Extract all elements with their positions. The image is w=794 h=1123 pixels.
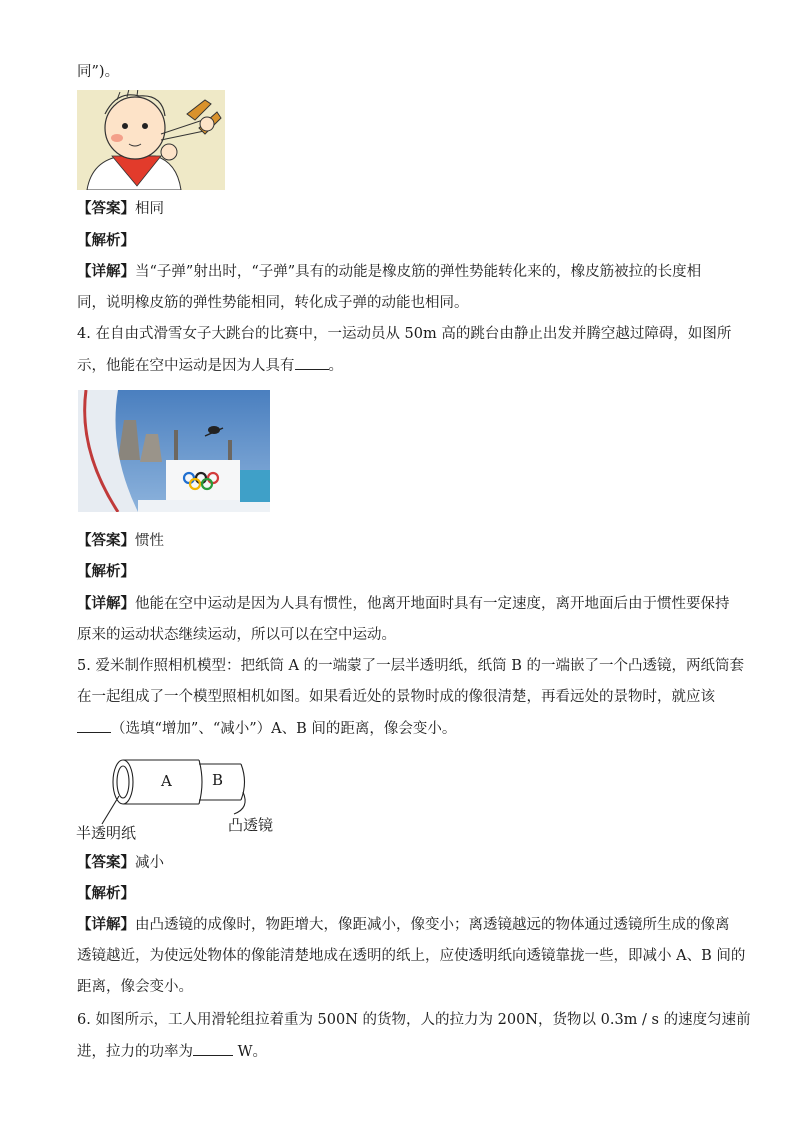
ski-jump-photo: [78, 390, 270, 512]
q6-stem-line-1: 6. 如图所示，工人用滑轮组拉着重为 500N 的货物，人的拉力为 200N，货物以 0.3m / s 的速度匀速前: [77, 1012, 751, 1028]
ski-jump-photo-svg: [78, 390, 270, 512]
q4-answer-line: 【答案】惯性: [77, 532, 164, 549]
q3-detail-line-1: 【详解】当“子弹”射出时，“子弹”具有的动能是橡皮筋的弹性势能转化来的，橡皮筋被拉的长度相: [77, 263, 702, 280]
q3-analysis-heading: 【解析】: [77, 232, 135, 249]
slingshot-cartoon-image: [77, 90, 225, 190]
q5-detail-line-3: 距离，像会变小。: [77, 979, 193, 995]
q5-analysis-heading: 【解析】: [77, 885, 135, 902]
answer-tag: 【答案】: [77, 200, 135, 217]
convex-lens-label: 凸透镜: [228, 816, 274, 834]
translucent-paper-label: 半透明纸: [76, 824, 137, 842]
q5-stem-line-1: 5. 爱米制作照相机模型：把纸筒 A 的一端蒙了一层半透明纸，纸筒 B 的一端嵌了一个凸透镜，两纸筒套: [77, 658, 745, 674]
q5-detail-line-2: 透镜越近，为使远处物体的像能清楚地成在透明的纸上，应使透明纸向透镜靠拢一些，即减小 A、B 间的: [77, 948, 746, 964]
answer-blank: [77, 718, 111, 733]
tube-a-label: A: [161, 772, 172, 790]
q5-detail-line-1: 【详解】由凸透镜的成像时，物距增大，像距减小，像变小；离透镜越远的物体通过透镜所生成的像离: [77, 916, 730, 933]
camera-model-svg: [76, 752, 296, 844]
q4-stem-line-1: 4. 在自由式滑雪女子大跳台的比赛中，一运动员从 50m 高的跳台由静止出发并腾空越过障碍，如图所: [77, 326, 732, 342]
q4-stem-line-2: 示，他能在空中运动是因为人具有 。: [77, 355, 717, 376]
answer-blank: [193, 1041, 233, 1056]
camera-model-figure: [76, 752, 296, 844]
q4-detail-line-2: 原来的运动状态继续运动，所以可以在空中运动。: [77, 627, 396, 643]
q5-stem-line-2: 在一起组成了一个模型照相机如图。如果看近处的景物时成的像很清楚，再看远处的景物时，就应该: [77, 689, 715, 705]
q3-answer-line: [77, 199, 717, 219]
q5-answer-line: 【答案】减小: [77, 854, 164, 871]
q5-stem-line-3: （选填“增加”、“减小”）A、B 间的距离，像会变小。: [77, 718, 717, 739]
q3-detail-line-2: 同，说明橡皮筋的弹性势能相同，转化成子弹的动能也相同。: [77, 295, 469, 311]
q6-stem-line-2: 进，拉力的功率为 W。: [77, 1041, 717, 1062]
answer-blank: [295, 355, 329, 370]
tube-b-label: B: [212, 771, 224, 789]
q4-analysis-heading: 【解析】: [77, 563, 135, 580]
answer-text: 相同: [135, 201, 164, 217]
continued-line: 同”)。: [77, 64, 120, 80]
slingshot-cartoon-svg: [77, 90, 225, 190]
q4-detail-line-1: 【详解】他能在空中运动是因为人具有惯性，他离开地面时具有一定速度，离开地面后由于惯性要保持: [77, 595, 730, 612]
